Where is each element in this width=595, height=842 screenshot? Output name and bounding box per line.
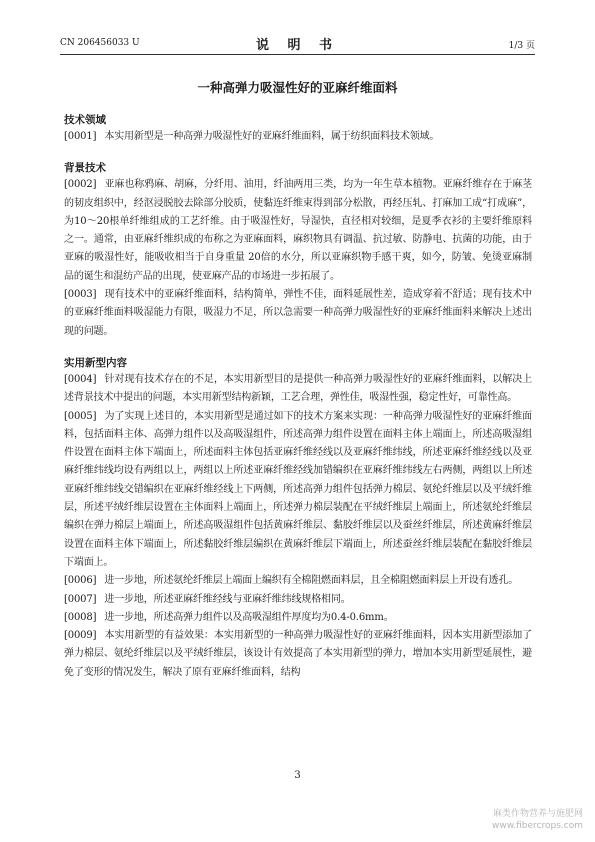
paragraph-text: 进一步地，所述氨纶纤维层上端面上编织有全棉阻燃面料层，且全棉阻燃面料层上开设有透孔。 xyxy=(104,575,519,587)
paragraph-number: [0002] xyxy=(64,179,97,191)
document-body xyxy=(64,112,532,682)
paragraph-number: [0001] xyxy=(64,131,97,142)
page-header xyxy=(60,34,535,55)
page-fraction: 1/3 页 xyxy=(508,41,535,51)
paragraph-number: [0003] xyxy=(64,289,97,301)
paragraph-0007 xyxy=(64,591,532,609)
paragraph-number: [0007] xyxy=(64,593,97,605)
paragraph-text: 进一步地，所述亚麻纤维经线与亚麻纤维纬线规格相同。 xyxy=(104,593,351,605)
watermark-site-name: 麻类作物营养与施肥网 xyxy=(492,809,583,819)
paragraph-0002 xyxy=(64,176,532,286)
paragraph-number: [0006] xyxy=(64,575,97,587)
paragraph-0003 xyxy=(64,286,532,341)
paragraph-text: 针对现有技术存在的不足，本实用新型目的是提供一种高弹力吸湿性好的亚麻纤维面料，以解决上述背景技术中提出的问题，本实用新型结构新颖，工艺合理，弹性佳，吸湿性强，稳定性好，可靠性高。 xyxy=(64,373,532,404)
publication-number: CN 206456033 U xyxy=(60,38,140,48)
header-title: 说 明 书 xyxy=(255,38,340,53)
paragraph-number: [0004] xyxy=(64,373,97,385)
paragraph-text: 亚麻也称鸦麻、胡麻，分纤用、油用，纤油两用三类，均为一年生草本植物。亚麻纤维存在于麻茎的韧皮组织中，经沤浸脱胶去除部分胶质，使黏连纤维束得到部分松散，再经压轧、打麻加工成“打成麻”，为10～20根单纤维组成的工艺纤维。由于吸湿性好，导湿快，直径相对较细，是夏季衣衫的主要纤维原料之一。通常，由亚麻纤维织成的布称之为亚麻面料，麻织物具有调温、抗过敏、防静电、抗菌的功能，由于亚麻的吸湿性好，能吸收相当于自身重量 20倍的水分，所以亚麻织物手感干爽，如今，防皱、免烫亚麻制品的诞生和混纺产品的出现，使亚麻产品的市场进一步拓展了。 xyxy=(64,179,532,282)
section-heading: 实用新型内容 xyxy=(64,356,127,369)
paragraph-text: 本实用新型是一种高弹力吸湿性好的亚麻纤维面料，属于纺织面料技术领域。 xyxy=(104,131,440,142)
paragraph-0006 xyxy=(64,572,532,590)
page-number: 3 xyxy=(294,770,301,781)
section-heading: 背景技术 xyxy=(64,162,106,175)
document-title: 一种高弹力吸湿性好的亚麻纤维面料 xyxy=(197,80,398,95)
watermark-url: www.fibercrops.com xyxy=(492,821,583,831)
paragraph-text: 现有技术中的亚麻纤维面料，结构简单，弹性不佳，面料延展性差，造成穿着不舒适；现有技术中的亚麻纤维面料吸湿能力有限，吸湿力不足，所以急需要一种高弹力吸湿性好的亚麻纤维面料来解决上述出现的问题。 xyxy=(64,289,532,337)
paragraph-text: 为了实现上述目的，本实用新型是通过如下的技术方案来实现：一种高弹力吸湿性好的亚麻纤维面料，包括面料主体、高弹力组件以及高吸湿组件，所述高弹力组件设置在面料主体上端面上，所述高吸湿组件设置在面料主体下端面上，所述面料主体包括亚麻纤维经线以及亚麻纤维纬线，所述亚麻纤维经线以及亚麻纤维纬线均设有两组以上，两组以上所述亚麻纤维经线加错编织在亚麻纤维纬线左右两侧，两组以上所述亚麻纤维纬线交错编织在亚麻纤维经线上下两侧，所述高弹力组件包括弹力棉层、氨纶纤维层以及平绒纤维层，所述平绒纤维层设置在主体面料上端面上，所述弹力棉层装配在平绒纤维层上端面上，所述氨纶纤维层编织在弹力棉层上端面上，所述高吸湿组件包括黄麻纤维层、黏胶纤维层以及蚕丝纤维层，所述黄麻纤维层设置在面料主体下端面上，所述黏胶纤维层编织在黄麻纤维层下端面上，所述蚕丝纤维层装配在黏胶纤维层下端面上。 xyxy=(64,410,532,568)
paragraph-number: [0008] xyxy=(64,611,97,623)
paragraph-0004 xyxy=(64,371,532,408)
paragraph-0009 xyxy=(64,627,532,682)
paragraph-0008 xyxy=(64,609,532,627)
paragraph-text: 本实用新型的有益效果：本实用新型的一种高弹力吸湿性好的亚麻纤维面料，因本实用新型添加了弹力棉层、氨纶纤维层以及平绒纤维层，该设计有效提高了本实用新型的弹力，增加本实用新型延展性，避免了变形的情况发生，解决了原有亚麻纤维面料，结构 xyxy=(64,630,532,678)
section-heading: 技术领域 xyxy=(64,114,106,126)
paragraph-number: [0005] xyxy=(64,410,97,422)
paragraph-0001 xyxy=(64,128,532,146)
watermark xyxy=(492,808,583,832)
paragraph-number: [0009] xyxy=(64,630,97,642)
paragraph-0005 xyxy=(64,408,532,573)
paragraph-text: 进一步地，所述高弹力组件以及高吸湿组件厚度均为0.4-0.6mm。 xyxy=(104,611,394,623)
